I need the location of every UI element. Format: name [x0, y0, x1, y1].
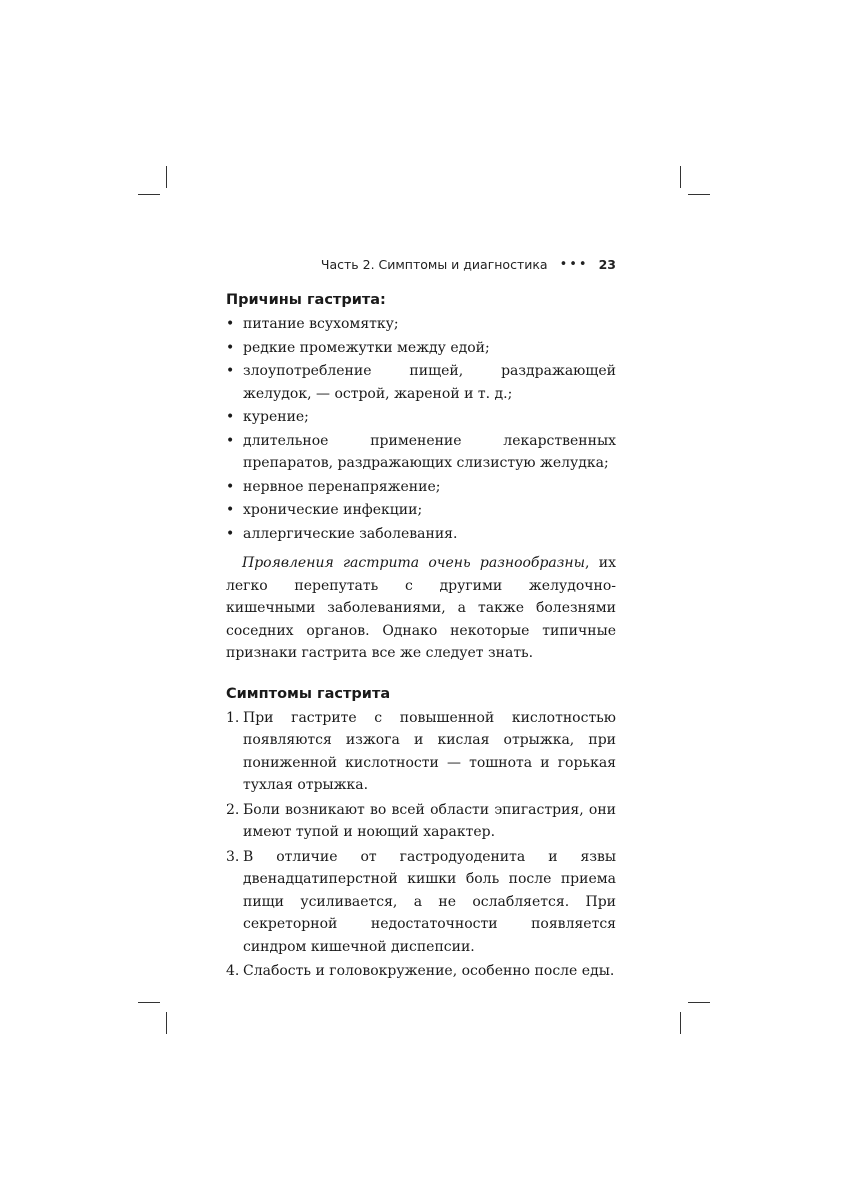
list-item: • питание всухомятку; — [226, 313, 616, 336]
crop-mark-bottom-left-horizontal — [138, 1002, 160, 1003]
running-title: Часть 2. Симптомы и диагностика — [320, 256, 548, 272]
crop-mark-top-left-horizontal — [138, 194, 160, 195]
list-item: • длительное применение лекарственных препаратов, раздражающих слизистую желудка; — [226, 430, 616, 475]
page-body — [226, 289, 616, 985]
list-item — [226, 799, 616, 844]
list-item: • аллергические заболевания. — [226, 523, 616, 546]
item-text: Боли возникают во всей области эпигастрия, они имеют тупой и ноющий характер. — [243, 801, 616, 840]
crop-mark-top-right-vertical — [680, 166, 681, 188]
crop-mark-bottom-left-vertical — [166, 1012, 167, 1034]
symptoms-list — [226, 707, 616, 983]
causes-heading: Причины гастрита: — [226, 292, 386, 308]
item-text: В отличие от гастродуоденита и язвы двенадцатиперстной кишки боль после приема пищи усиливается, а не ослабляется. При секреторной недостаточности появляется синдром кишечной диспепсии. — [243, 848, 616, 955]
list-item: • курение; — [226, 406, 616, 429]
item-number: 1. — [226, 709, 240, 726]
item-number: 4. — [226, 963, 240, 979]
list-item: • злоупотребление пищей, раздражающей желудок, — острой, жареной и т. д.; — [226, 360, 616, 405]
item-text: Слабость и головокружение, особенно после еды. — [243, 963, 615, 979]
symptoms-heading: Симптомы гастрита — [226, 685, 391, 702]
item-number: 3. — [226, 848, 240, 865]
crop-mark-bottom-right-vertical — [680, 1012, 681, 1034]
intro-paragraph — [226, 552, 616, 665]
list-item — [226, 846, 616, 959]
page-number: 23 — [598, 256, 616, 272]
item-text: При гастрите с повышенной кислотностью появляются изжога и кислая отрыжка, при пониженной кислотности — тошнота и горькая тухлая отрыжка. — [243, 709, 616, 793]
crop-mark-top-right-horizontal — [688, 194, 710, 195]
list-item: • нервное перенапряжение; — [226, 476, 616, 499]
list-item — [226, 707, 616, 797]
paragraph-text: , их легко перепутать с другими желудочно-кишечными заболеваниями, а также болезнями соседних органов. Однако некоторые типичные признаки гастрита все же следует знать. — [226, 555, 616, 661]
running-header — [226, 253, 616, 275]
item-number: 2. — [226, 801, 240, 818]
causes-list — [226, 313, 616, 545]
paragraph-emphasis: Проявления гастрита очень разнообразны — [242, 555, 586, 571]
list-item — [226, 960, 616, 983]
crop-mark-bottom-right-horizontal — [688, 1002, 710, 1003]
header-dots: ••• — [559, 256, 589, 272]
list-item: • редкие промежутки между едой; — [226, 337, 616, 360]
list-item: • хронические инфекции; — [226, 499, 616, 522]
crop-mark-top-left-vertical — [166, 166, 167, 188]
